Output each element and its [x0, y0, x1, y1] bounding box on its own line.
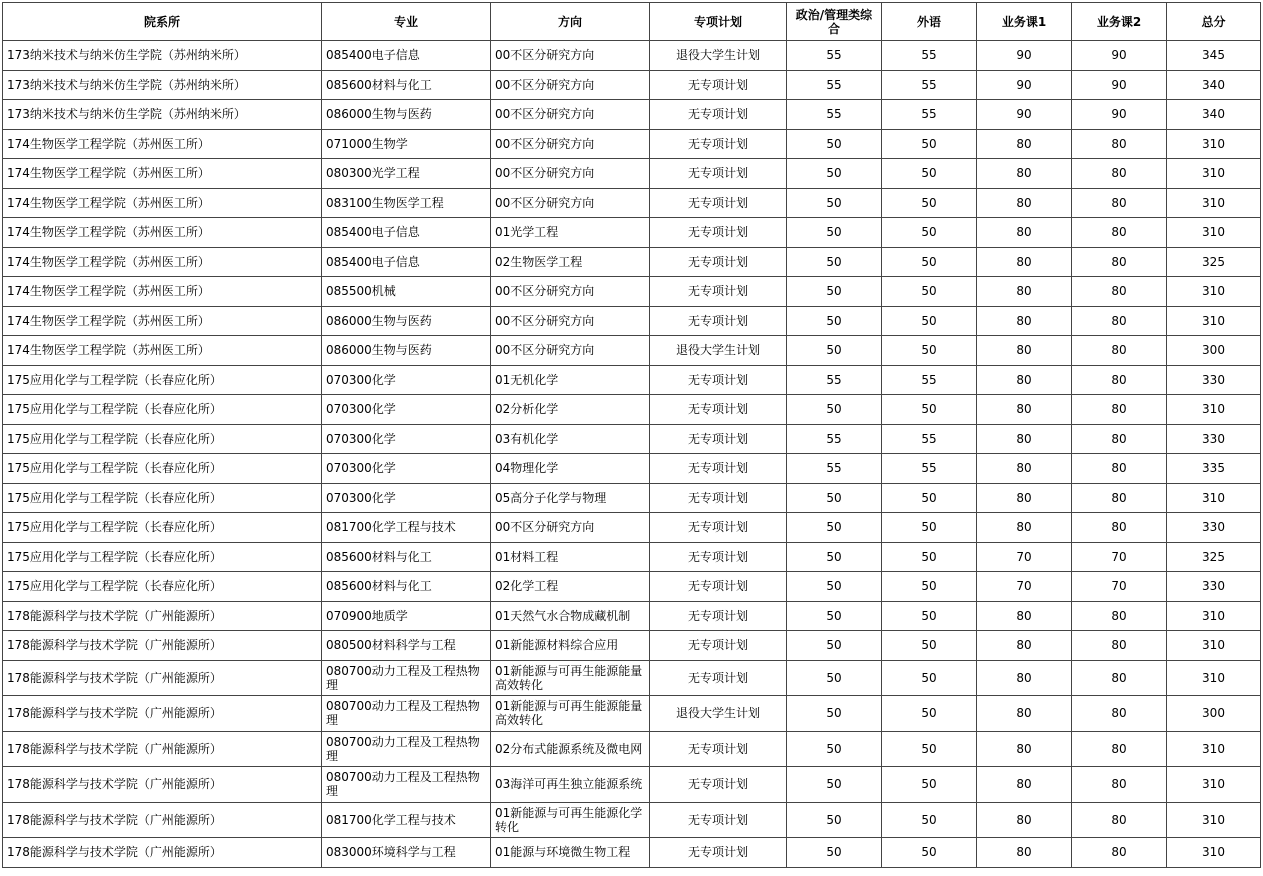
cell-foreign-language: 50: [882, 218, 977, 248]
table-row: [3, 70, 1261, 100]
cell-department: 178能源科学与技术学院（广州能源所）: [3, 631, 322, 661]
cell-total: 330: [1167, 572, 1261, 602]
cell-course-1: 80: [977, 631, 1072, 661]
cell-major: 080300光学工程: [322, 159, 491, 189]
cell-politics: 50: [787, 188, 882, 218]
cell-total: 330: [1167, 365, 1261, 395]
cell-politics: 55: [787, 424, 882, 454]
cell-foreign-language: 50: [882, 513, 977, 543]
cell-course-1: 80: [977, 277, 1072, 307]
cell-politics: 50: [787, 129, 882, 159]
cell-total: 340: [1167, 100, 1261, 130]
cell-direction: 04物理化学: [491, 454, 650, 484]
cell-major: 080700动力工程及工程热物理: [322, 767, 491, 803]
table-row: [3, 41, 1261, 71]
cell-course-1: 80: [977, 513, 1072, 543]
cell-course-2: 80: [1072, 336, 1167, 366]
cell-course-2: 80: [1072, 660, 1167, 696]
header-special-plan: 专项计划: [650, 3, 787, 41]
cell-course-1: 80: [977, 802, 1072, 838]
cell-department: 178能源科学与技术学院（广州能源所）: [3, 838, 322, 868]
cell-special-plan: 无专项计划: [650, 247, 787, 277]
cell-special-plan: 无专项计划: [650, 767, 787, 803]
cell-total: 310: [1167, 601, 1261, 631]
cell-foreign-language: 50: [882, 129, 977, 159]
table-row: [3, 802, 1261, 838]
cell-politics: 50: [787, 336, 882, 366]
cell-special-plan: 退役大学生计划: [650, 336, 787, 366]
cell-politics: 50: [787, 306, 882, 336]
cell-department: 173纳米技术与纳米仿生学院（苏州纳米所）: [3, 70, 322, 100]
cell-special-plan: 无专项计划: [650, 129, 787, 159]
cell-special-plan: 无专项计划: [650, 542, 787, 572]
cell-department: 174生物医学工程学院（苏州医工所）: [3, 336, 322, 366]
cell-special-plan: 无专项计划: [650, 424, 787, 454]
cell-politics: 50: [787, 731, 882, 767]
cell-course-2: 80: [1072, 129, 1167, 159]
cell-course-2: 90: [1072, 41, 1167, 71]
cell-direction: 00不区分研究方向: [491, 70, 650, 100]
cell-department: 178能源科学与技术学院（广州能源所）: [3, 731, 322, 767]
header-major: 专业: [322, 3, 491, 41]
cell-course-1: 70: [977, 542, 1072, 572]
cell-politics: 50: [787, 572, 882, 602]
cell-total: 310: [1167, 188, 1261, 218]
cell-politics: 55: [787, 100, 882, 130]
cell-total: 325: [1167, 542, 1261, 572]
cell-course-2: 90: [1072, 70, 1167, 100]
cell-politics: 50: [787, 838, 882, 868]
cell-course-1: 80: [977, 483, 1072, 513]
cell-total: 310: [1167, 306, 1261, 336]
cell-special-plan: 无专项计划: [650, 100, 787, 130]
cell-politics: 50: [787, 542, 882, 572]
table-row: [3, 572, 1261, 602]
table-row: [3, 100, 1261, 130]
cell-foreign-language: 50: [882, 660, 977, 696]
score-table: [2, 2, 1261, 868]
cell-special-plan: 无专项计划: [650, 483, 787, 513]
cell-major: 086000生物与医药: [322, 306, 491, 336]
cell-department: 175应用化学与工程学院（长春应化所）: [3, 454, 322, 484]
cell-politics: 55: [787, 454, 882, 484]
cell-department: 175应用化学与工程学院（长春应化所）: [3, 365, 322, 395]
table-row: [3, 277, 1261, 307]
cell-course-2: 80: [1072, 513, 1167, 543]
cell-major: 085500机械: [322, 277, 491, 307]
cell-course-2: 80: [1072, 159, 1167, 189]
table-row: [3, 838, 1261, 868]
cell-department: 175应用化学与工程学院（长春应化所）: [3, 483, 322, 513]
cell-major: 070300化学: [322, 395, 491, 425]
table-row: [3, 129, 1261, 159]
cell-special-plan: 无专项计划: [650, 218, 787, 248]
cell-politics: 55: [787, 365, 882, 395]
cell-course-2: 80: [1072, 802, 1167, 838]
table-row: [3, 767, 1261, 803]
cell-major: 070300化学: [322, 483, 491, 513]
cell-foreign-language: 50: [882, 247, 977, 277]
cell-total: 330: [1167, 513, 1261, 543]
cell-foreign-language: 50: [882, 483, 977, 513]
cell-major: 070900地质学: [322, 601, 491, 631]
cell-politics: 55: [787, 41, 882, 71]
cell-special-plan: 无专项计划: [650, 159, 787, 189]
cell-special-plan: 无专项计划: [650, 802, 787, 838]
cell-course-2: 80: [1072, 454, 1167, 484]
cell-course-1: 80: [977, 601, 1072, 631]
cell-politics: 55: [787, 70, 882, 100]
table-row: [3, 424, 1261, 454]
cell-major: 085400电子信息: [322, 247, 491, 277]
cell-special-plan: 退役大学生计划: [650, 696, 787, 732]
cell-foreign-language: 55: [882, 365, 977, 395]
table-row: [3, 696, 1261, 732]
cell-politics: 50: [787, 513, 882, 543]
cell-major: 085600材料与化工: [322, 572, 491, 602]
cell-politics: 50: [787, 802, 882, 838]
table-row: [3, 483, 1261, 513]
cell-course-2: 80: [1072, 696, 1167, 732]
cell-department: 174生物医学工程学院（苏州医工所）: [3, 218, 322, 248]
cell-total: 310: [1167, 802, 1261, 838]
cell-special-plan: 无专项计划: [650, 601, 787, 631]
cell-total: 310: [1167, 483, 1261, 513]
header-total: 总分: [1167, 3, 1261, 41]
cell-department: 174生物医学工程学院（苏州医工所）: [3, 277, 322, 307]
cell-foreign-language: 55: [882, 70, 977, 100]
cell-course-1: 80: [977, 395, 1072, 425]
cell-department: 175应用化学与工程学院（长春应化所）: [3, 395, 322, 425]
cell-politics: 50: [787, 395, 882, 425]
cell-total: 310: [1167, 767, 1261, 803]
cell-direction: 00不区分研究方向: [491, 188, 650, 218]
cell-major: 085400电子信息: [322, 218, 491, 248]
cell-course-2: 80: [1072, 767, 1167, 803]
cell-direction: 03海洋可再生独立能源系统: [491, 767, 650, 803]
cell-course-1: 90: [977, 100, 1072, 130]
cell-politics: 50: [787, 660, 882, 696]
cell-total: 310: [1167, 731, 1261, 767]
cell-foreign-language: 50: [882, 696, 977, 732]
table-row: [3, 188, 1261, 218]
cell-foreign-language: 50: [882, 336, 977, 366]
cell-major: 083100生物医学工程: [322, 188, 491, 218]
table-row: [3, 306, 1261, 336]
cell-total: 345: [1167, 41, 1261, 71]
table-row: [3, 395, 1261, 425]
cell-foreign-language: 55: [882, 41, 977, 71]
cell-special-plan: 无专项计划: [650, 660, 787, 696]
cell-foreign-language: 50: [882, 572, 977, 602]
cell-foreign-language: 50: [882, 767, 977, 803]
cell-course-1: 80: [977, 424, 1072, 454]
cell-major: 081700化学工程与技术: [322, 513, 491, 543]
cell-politics: 50: [787, 277, 882, 307]
table-row: [3, 218, 1261, 248]
table-row: [3, 631, 1261, 661]
cell-direction: 01天然气水合物成藏机制: [491, 601, 650, 631]
header-foreign-language: 外语: [882, 3, 977, 41]
cell-politics: 50: [787, 218, 882, 248]
cell-major: 083000环境科学与工程: [322, 838, 491, 868]
cell-department: 174生物医学工程学院（苏州医工所）: [3, 159, 322, 189]
cell-course-2: 80: [1072, 424, 1167, 454]
cell-department: 173纳米技术与纳米仿生学院（苏州纳米所）: [3, 100, 322, 130]
cell-foreign-language: 50: [882, 395, 977, 425]
cell-special-plan: 无专项计划: [650, 395, 787, 425]
cell-total: 310: [1167, 218, 1261, 248]
cell-course-2: 80: [1072, 306, 1167, 336]
cell-special-plan: 无专项计划: [650, 572, 787, 602]
cell-course-1: 80: [977, 306, 1072, 336]
cell-department: 178能源科学与技术学院（广州能源所）: [3, 696, 322, 732]
cell-total: 340: [1167, 70, 1261, 100]
cell-course-1: 80: [977, 767, 1072, 803]
cell-department: 174生物医学工程学院（苏州医工所）: [3, 306, 322, 336]
cell-total: 310: [1167, 277, 1261, 307]
table-row: [3, 601, 1261, 631]
cell-politics: 50: [787, 631, 882, 661]
cell-department: 178能源科学与技术学院（广州能源所）: [3, 802, 322, 838]
cell-foreign-language: 50: [882, 802, 977, 838]
cell-course-1: 70: [977, 572, 1072, 602]
cell-politics: 50: [787, 247, 882, 277]
cell-course-1: 90: [977, 70, 1072, 100]
cell-course-2: 80: [1072, 631, 1167, 661]
cell-course-2: 80: [1072, 601, 1167, 631]
cell-course-1: 80: [977, 247, 1072, 277]
cell-foreign-language: 55: [882, 100, 977, 130]
cell-total: 330: [1167, 424, 1261, 454]
cell-direction: 02分布式能源系统及微电网: [491, 731, 650, 767]
cell-major: 070300化学: [322, 424, 491, 454]
cell-course-1: 80: [977, 188, 1072, 218]
cell-course-2: 80: [1072, 247, 1167, 277]
cell-total: 300: [1167, 336, 1261, 366]
header-direction: 方向: [491, 3, 650, 41]
cell-major: 080700动力工程及工程热物理: [322, 731, 491, 767]
cell-major: 085400电子信息: [322, 41, 491, 71]
cell-total: 325: [1167, 247, 1261, 277]
cell-course-1: 80: [977, 365, 1072, 395]
cell-special-plan: 无专项计划: [650, 731, 787, 767]
cell-direction: 01新能源与可再生能源能量高效转化: [491, 660, 650, 696]
cell-course-2: 80: [1072, 277, 1167, 307]
cell-major: 071000生物学: [322, 129, 491, 159]
cell-foreign-language: 50: [882, 838, 977, 868]
cell-course-1: 80: [977, 336, 1072, 366]
cell-politics: 50: [787, 159, 882, 189]
cell-course-1: 80: [977, 731, 1072, 767]
cell-course-2: 70: [1072, 542, 1167, 572]
cell-politics: 50: [787, 483, 882, 513]
cell-course-2: 80: [1072, 483, 1167, 513]
cell-special-plan: 无专项计划: [650, 188, 787, 218]
cell-foreign-language: 50: [882, 542, 977, 572]
cell-course-1: 80: [977, 838, 1072, 868]
cell-direction: 00不区分研究方向: [491, 336, 650, 366]
cell-department: 178能源科学与技术学院（广州能源所）: [3, 767, 322, 803]
cell-total: 300: [1167, 696, 1261, 732]
cell-foreign-language: 50: [882, 277, 977, 307]
cell-direction: 00不区分研究方向: [491, 513, 650, 543]
cell-total: 310: [1167, 660, 1261, 696]
header-course-1: 业务课1: [977, 3, 1072, 41]
cell-department: 173纳米技术与纳米仿生学院（苏州纳米所）: [3, 41, 322, 71]
cell-department: 174生物医学工程学院（苏州医工所）: [3, 247, 322, 277]
cell-department: 175应用化学与工程学院（长春应化所）: [3, 424, 322, 454]
cell-total: 310: [1167, 159, 1261, 189]
table-row: [3, 454, 1261, 484]
cell-direction: 00不区分研究方向: [491, 306, 650, 336]
cell-politics: 50: [787, 696, 882, 732]
cell-course-2: 90: [1072, 100, 1167, 130]
cell-course-1: 80: [977, 696, 1072, 732]
cell-department: 175应用化学与工程学院（长春应化所）: [3, 572, 322, 602]
cell-major: 070300化学: [322, 365, 491, 395]
cell-total: 310: [1167, 129, 1261, 159]
cell-direction: 00不区分研究方向: [491, 159, 650, 189]
cell-direction: 02化学工程: [491, 572, 650, 602]
cell-direction: 00不区分研究方向: [491, 100, 650, 130]
cell-course-1: 80: [977, 129, 1072, 159]
cell-direction: 05高分子化学与物理: [491, 483, 650, 513]
cell-course-2: 80: [1072, 188, 1167, 218]
cell-department: 174生物医学工程学院（苏州医工所）: [3, 129, 322, 159]
table-row: [3, 542, 1261, 572]
cell-direction: 02生物医学工程: [491, 247, 650, 277]
cell-total: 310: [1167, 838, 1261, 868]
cell-department: 175应用化学与工程学院（长春应化所）: [3, 513, 322, 543]
cell-special-plan: 无专项计划: [650, 365, 787, 395]
header-politics: 政治/管理类综合: [787, 3, 882, 41]
cell-course-1: 80: [977, 454, 1072, 484]
cell-department: 178能源科学与技术学院（广州能源所）: [3, 601, 322, 631]
cell-major: 080700动力工程及工程热物理: [322, 660, 491, 696]
cell-foreign-language: 50: [882, 601, 977, 631]
cell-major: 086000生物与医药: [322, 100, 491, 130]
cell-foreign-language: 50: [882, 306, 977, 336]
cell-special-plan: 无专项计划: [650, 454, 787, 484]
table-row: [3, 513, 1261, 543]
cell-total: 310: [1167, 631, 1261, 661]
cell-major: 080500材料科学与工程: [322, 631, 491, 661]
cell-major: 080700动力工程及工程热物理: [322, 696, 491, 732]
cell-department: 175应用化学与工程学院（长春应化所）: [3, 542, 322, 572]
cell-direction: 00不区分研究方向: [491, 41, 650, 71]
cell-foreign-language: 50: [882, 188, 977, 218]
cell-course-1: 80: [977, 159, 1072, 189]
cell-department: 174生物医学工程学院（苏州医工所）: [3, 188, 322, 218]
cell-course-1: 80: [977, 660, 1072, 696]
cell-foreign-language: 55: [882, 454, 977, 484]
cell-politics: 50: [787, 767, 882, 803]
table-row: [3, 365, 1261, 395]
cell-foreign-language: 50: [882, 159, 977, 189]
cell-total: 310: [1167, 395, 1261, 425]
header-course-2: 业务课2: [1072, 3, 1167, 41]
cell-major: 085600材料与化工: [322, 542, 491, 572]
cell-foreign-language: 55: [882, 424, 977, 454]
cell-direction: 01材料工程: [491, 542, 650, 572]
table-row: [3, 159, 1261, 189]
cell-special-plan: 退役大学生计划: [650, 41, 787, 71]
cell-course-2: 80: [1072, 731, 1167, 767]
cell-major: 085600材料与化工: [322, 70, 491, 100]
cell-direction: 01新能源与可再生能源化学转化: [491, 802, 650, 838]
header-department: 院系所: [3, 3, 322, 41]
cell-special-plan: 无专项计划: [650, 631, 787, 661]
table-row: [3, 247, 1261, 277]
cell-total: 335: [1167, 454, 1261, 484]
cell-major: 086000生物与医药: [322, 336, 491, 366]
cell-course-2: 80: [1072, 218, 1167, 248]
cell-special-plan: 无专项计划: [650, 70, 787, 100]
cell-course-1: 80: [977, 218, 1072, 248]
cell-special-plan: 无专项计划: [650, 513, 787, 543]
cell-direction: 03有机化学: [491, 424, 650, 454]
cell-direction: 01无机化学: [491, 365, 650, 395]
cell-special-plan: 无专项计划: [650, 306, 787, 336]
cell-politics: 50: [787, 601, 882, 631]
cell-direction: 02分析化学: [491, 395, 650, 425]
cell-major: 081700化学工程与技术: [322, 802, 491, 838]
cell-course-2: 80: [1072, 395, 1167, 425]
table-row: [3, 660, 1261, 696]
table-body: [3, 41, 1261, 868]
cell-department: 178能源科学与技术学院（广州能源所）: [3, 660, 322, 696]
cell-direction: 00不区分研究方向: [491, 129, 650, 159]
table-row: [3, 336, 1261, 366]
cell-course-1: 90: [977, 41, 1072, 71]
cell-course-2: 80: [1072, 365, 1167, 395]
cell-direction: 01光学工程: [491, 218, 650, 248]
cell-direction: 00不区分研究方向: [491, 277, 650, 307]
cell-foreign-language: 50: [882, 631, 977, 661]
cell-direction: 01新能源与可再生能源能量高效转化: [491, 696, 650, 732]
cell-major: 070300化学: [322, 454, 491, 484]
cell-special-plan: 无专项计划: [650, 838, 787, 868]
header-row: [3, 3, 1261, 41]
cell-course-2: 70: [1072, 572, 1167, 602]
cell-direction: 01新能源材料综合应用: [491, 631, 650, 661]
cell-direction: 01能源与环境微生物工程: [491, 838, 650, 868]
cell-special-plan: 无专项计划: [650, 277, 787, 307]
table-row: [3, 731, 1261, 767]
cell-course-2: 80: [1072, 838, 1167, 868]
cell-foreign-language: 50: [882, 731, 977, 767]
